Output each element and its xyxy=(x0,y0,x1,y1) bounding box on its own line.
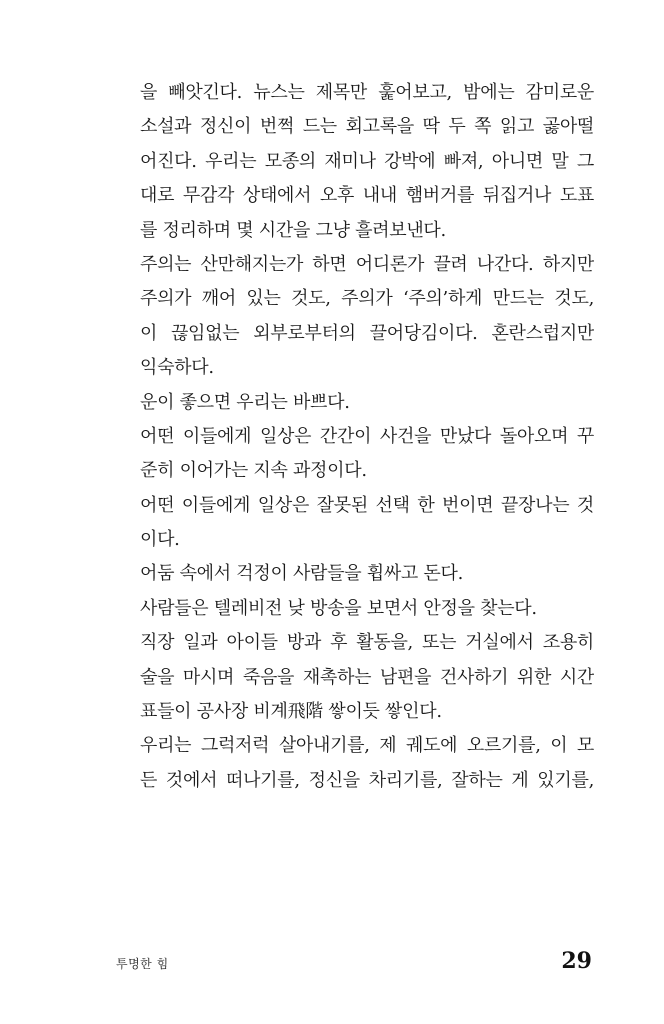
text-line: 표들이 공사장 비계飛階 쌓이듯 쌓인다. xyxy=(140,701,442,723)
text-line: 준히 이어가는 지속 과정이다. xyxy=(140,460,367,482)
page-number: 29 xyxy=(561,948,592,974)
running-title: 투명한 힘 xyxy=(116,957,169,971)
text-line: 어둠 속에서 걱정이 사람들을 휩싸고 돈다. xyxy=(140,563,464,585)
text-line: 주의는 산만해지는가 하면 어디론가 끌려 나간다. 하지만 xyxy=(140,253,594,275)
text-line: 술을 마시며 죽음을 재촉하는 남편을 건사하기 위한 시간 xyxy=(140,666,594,688)
text-line: 이다. xyxy=(140,529,180,551)
body-text xyxy=(140,76,594,798)
text-line: 익숙하다. xyxy=(140,357,214,379)
text-line: 어떤 이들에게 일상은 간간이 사건을 만났다 돌아오며 꾸 xyxy=(140,425,594,447)
text-line: 을 빼앗긴다. 뉴스는 제목만 훑어보고, 밤에는 감미로운 xyxy=(140,82,594,103)
text-line: 이 끊임없는 외부로부터의 끌어당김이다. 혼란스럽지만 xyxy=(140,322,594,344)
text-line: 든 것에서 떠나기를, 정신을 차리기를, 잘하는 게 있기를, xyxy=(140,769,594,791)
text-line: 소설과 정신이 번쩍 드는 회고록을 딱 두 쪽 읽고 곯아떨 xyxy=(140,116,594,138)
text-line: 어진다. 우리는 모종의 재미나 강박에 빠져, 아니면 말 그 xyxy=(140,150,594,172)
text-line: 우리는 그럭저럭 살아내기를, 제 궤도에 오르기를, 이 모 xyxy=(140,735,594,757)
text-line: 사람들은 텔레비전 낮 방송을 보면서 안정을 찾는다. xyxy=(140,597,537,619)
text-line: 운이 좋으면 우리는 바쁘다. xyxy=(140,391,350,413)
text-line: 어떤 이들에게 일상은 잘못된 선택 한 번이면 끝장나는 것 xyxy=(140,494,594,516)
text-line: 대로 무감각 상태에서 오후 내내 햄버거를 뒤집거나 도표 xyxy=(140,185,594,207)
text-line: 주의가 깨어 있는 것도, 주의가 ‘주의’하게 만드는 것도, xyxy=(140,288,594,310)
text-line: 를 정리하며 몇 시간을 그냥 흘려보낸다. xyxy=(140,219,446,241)
text-line: 직장 일과 아이들 방과 후 활동을, 또는 거실에서 조용히 xyxy=(140,632,594,654)
